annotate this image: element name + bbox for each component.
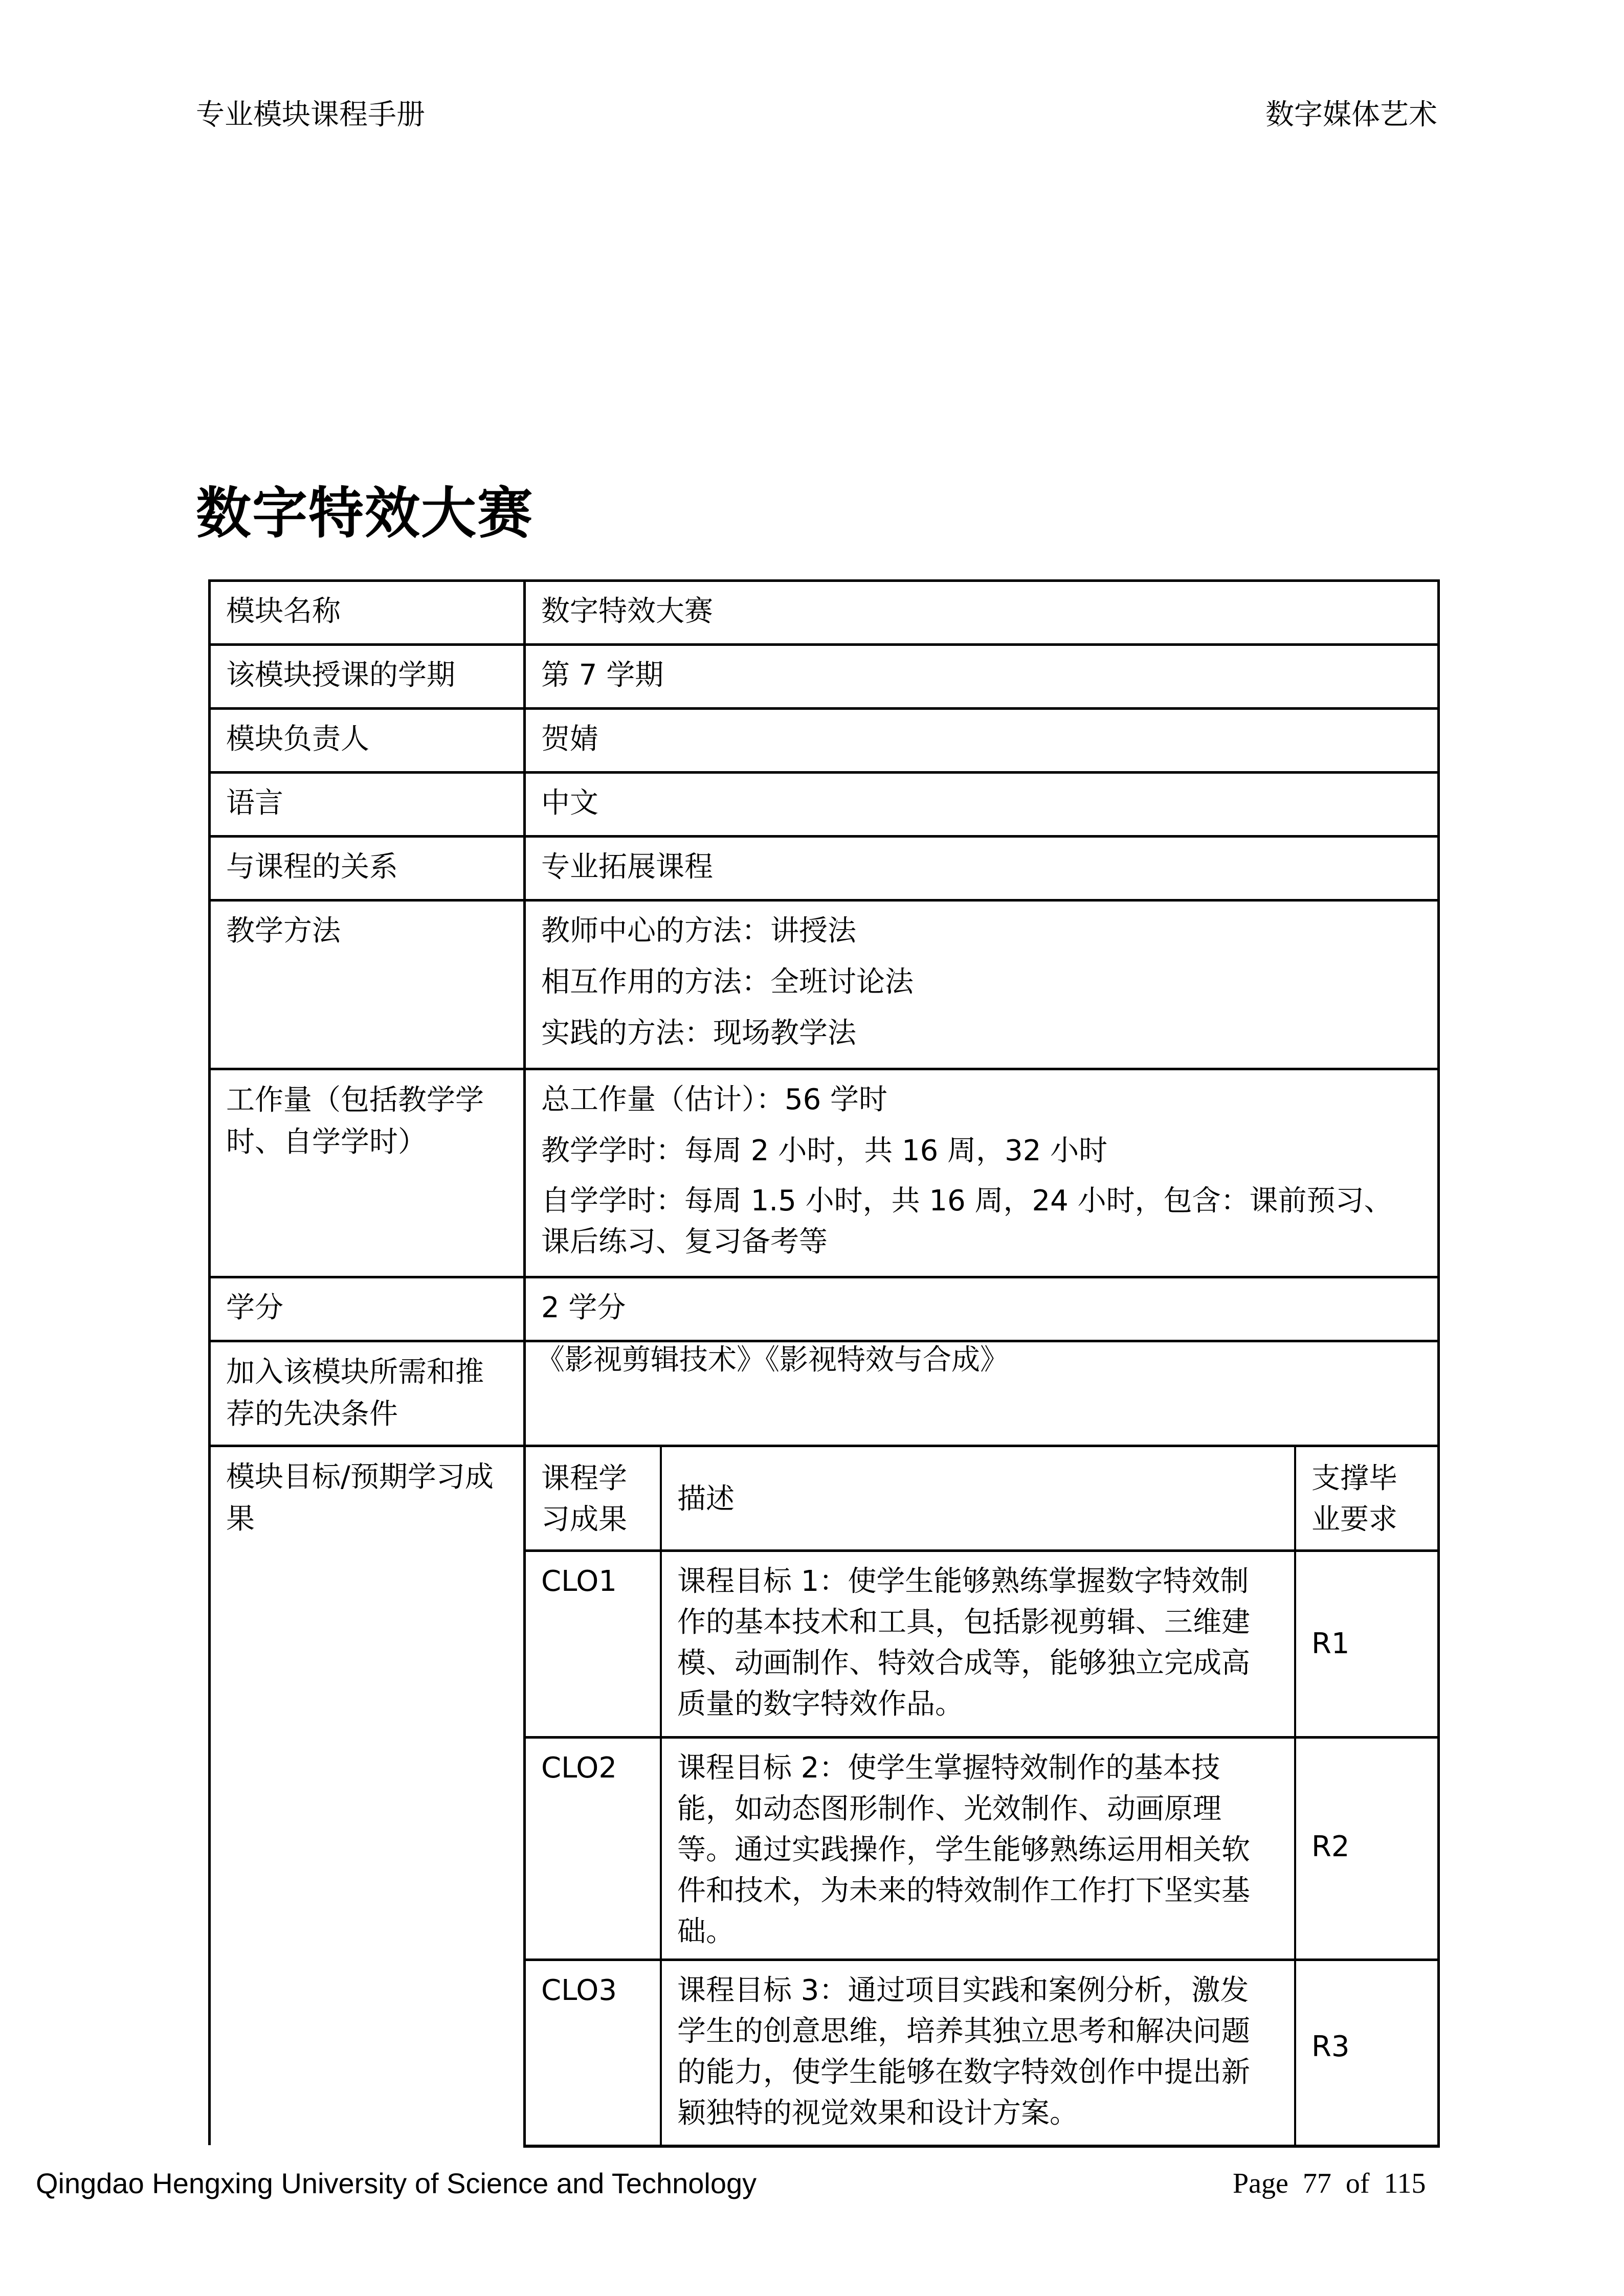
row-label: 学分 — [226, 1291, 283, 1324]
workload-line: 教学学时：每周 2 小时，共 16 周，32 小时 — [541, 1134, 1108, 1167]
page-of-label: of — [1345, 2168, 1370, 2199]
subtable-header — [523, 1445, 1440, 1549]
row-label: 模块名称 — [226, 595, 341, 628]
page-label: Page — [1233, 2168, 1288, 2199]
clo-desc-line: 件和技术，为未来的特效制作工作打下坚实基 — [677, 1874, 1250, 1907]
row-label-cont: 荐的先决条件 — [226, 1398, 398, 1431]
row-label: 加入该模块所需和推 — [226, 1356, 484, 1389]
row-label: 工作量（包括教学学 — [226, 1084, 484, 1117]
clo-row — [523, 1736, 1440, 1959]
teaching-methods-row — [208, 899, 1440, 1068]
table-row — [208, 835, 1440, 899]
objectives-subtable — [523, 1447, 1440, 2148]
row-value: 第 7 学期 — [541, 659, 664, 692]
desc-header: 描述 — [677, 1482, 735, 1516]
table-row — [208, 707, 1440, 771]
clo-requirement: R3 — [1311, 2030, 1350, 2063]
clo-header: 课程学 — [541, 1462, 627, 1495]
workload-line: 自学学时：每周 1.5 小时，共 16 周，24 小时，包含：课前预习、 — [541, 1184, 1393, 1218]
clo-desc-line: 课程目标 2：使学生掌握特效制作的基本技 — [677, 1751, 1220, 1785]
page-current: 77 — [1302, 2168, 1331, 2199]
row-label-cont: 果 — [226, 1502, 255, 1536]
teaching-method-line: 实践的方法：现场教学法 — [541, 1017, 856, 1050]
clo-desc-line: 作的基本技术和工具，包括影视剪辑、三维建 — [677, 1606, 1250, 1639]
clo-desc-line: 课程目标 3：通过项目实践和案例分析，激发 — [677, 1974, 1249, 2007]
clo-desc-line: 质量的数字特效作品。 — [677, 1687, 964, 1721]
clo-desc-line: 等。通过实践操作，学生能够熟练运用相关软 — [677, 1833, 1250, 1866]
clo-desc-line: 颖独特的视觉效果和设计方案。 — [677, 2097, 1078, 2130]
row-label: 语言 — [226, 786, 283, 820]
clo-desc-line: 学生的创意思维，培养其独立思考和解决问题 — [677, 2015, 1250, 2048]
row-label-cont: 时、自学学时） — [226, 1126, 427, 1159]
row-label: 模块目标/预期学习成 — [226, 1460, 494, 1494]
objectives-row — [208, 1445, 1440, 2145]
clo-id: CLO3 — [541, 1974, 617, 2007]
clo-desc-line: 的能力，使学生能够在数字特效创作中提出新 — [677, 2056, 1250, 2089]
clo-desc-line: 课程目标 1：使学生能够熟练掌握数字特效制 — [677, 1565, 1249, 1598]
table-row — [208, 579, 1440, 643]
row-label: 教学方法 — [226, 914, 341, 948]
clo-desc-line: 能，如动态图形制作、光效制作、动画原理 — [677, 1792, 1221, 1826]
workload-line: 总工作量（估计）：56 学时 — [541, 1083, 888, 1116]
clo-header-cont: 习成果 — [541, 1503, 627, 1536]
row-value: 中文 — [541, 786, 598, 820]
table-row — [208, 643, 1440, 707]
req-header: 支撑毕 — [1311, 1462, 1397, 1495]
footer-university: Qingdao Hengxing University of Science and Technology — [36, 2167, 757, 2199]
footer-page-number — [1233, 2166, 1426, 2201]
page-total: 115 — [1384, 2168, 1426, 2199]
header-left: 专业模块课程手册 — [196, 98, 425, 131]
row-value: 《影视剪辑技术》《影视特效与合成》 — [536, 1343, 1009, 1377]
workload-line: 课后练习、复习备考等 — [541, 1225, 828, 1258]
table-row — [208, 771, 1440, 835]
page-title: 数字特效大赛 — [196, 482, 534, 546]
header-right: 数字媒体艺术 — [1265, 98, 1437, 131]
clo-desc-line: 础。 — [677, 1915, 735, 1948]
clo-row — [523, 1959, 1440, 2148]
clo-desc-line: 模、动画制作、特效合成等，能够独立完成高 — [677, 1647, 1250, 1680]
row-label: 该模块授课的学期 — [226, 659, 455, 692]
req-header-cont: 业要求 — [1311, 1503, 1397, 1536]
teaching-method-line: 相互作用的方法：全班讨论法 — [541, 965, 914, 999]
teaching-method-line: 教师中心的方法：讲授法 — [541, 914, 856, 948]
clo-requirement: R2 — [1311, 1830, 1350, 1863]
row-label: 模块负责人 — [226, 723, 369, 756]
clo-row — [523, 1549, 1440, 1736]
workload-row — [208, 1068, 1440, 1276]
credits-row — [208, 1276, 1440, 1340]
row-value: 数字特效大赛 — [541, 595, 713, 628]
row-value: 2 学分 — [541, 1291, 626, 1324]
row-value: 贺婧 — [541, 723, 598, 756]
clo-requirement: R1 — [1311, 1627, 1350, 1660]
prerequisites-row — [208, 1340, 1440, 1445]
clo-id: CLO1 — [541, 1565, 617, 1598]
clo-id: CLO2 — [541, 1751, 617, 1785]
row-label: 与课程的关系 — [226, 850, 398, 884]
row-value: 专业拓展课程 — [541, 850, 713, 884]
